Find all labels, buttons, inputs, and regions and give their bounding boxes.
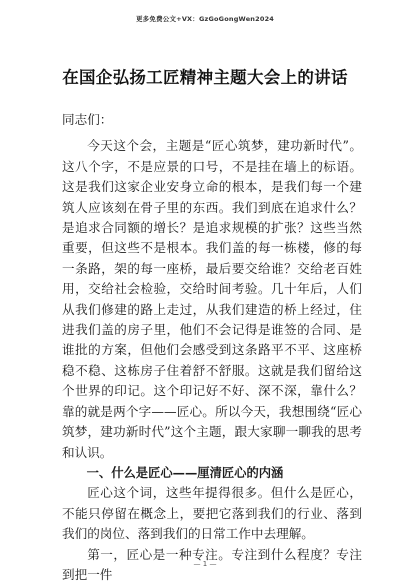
- document-title: 在国企弘扬工匠精神主题大会上的讲话: [62, 68, 348, 87]
- document-body: [62, 110, 362, 585]
- page-number: — 1 —: [193, 560, 217, 568]
- salutation: 同志们：: [62, 112, 113, 127]
- section-heading: 一、什么是匠心——厘清匠心的内涵: [86, 465, 284, 480]
- body-paragraph: 第一，匠心是一种专注。专注到什么程度？专注到把一件: [62, 546, 362, 582]
- body-paragraph: 匠心这个词，这些年提得很多。但什么是匠心，不能只停留在概念上，要把它落到我们的行业、落到我们的岗位、落到我们的日常工作中去理解。: [62, 485, 362, 542]
- top-banner: 更多免费公文+VX：GzGoGongWen2024: [135, 15, 275, 23]
- intro-paragraph: 今天这个会，主题是“匠心筑梦，建功新时代”。这八个字，不是应景的口号，不是挂在墙上的标语。这是我们这家企业安身立命的根本，是我们每一个建筑人应该刻在骨子里的东西。我们到底在追求什么？是追求合同额的增长？是追求规模的扩张？这些当然重要，但这些不是根本。我们盖的每一栋楼，修的每一条路，架的每一座桥，最后要交给谁？交给老百姓用，交给社会检验，交给时间考验。几十年后，人们从我们修建的路上走过，从我们建造的桥上经过，住进我们盖的房子里，他们不会记得是谁签的合同、是谁批的方案，但他们会感受到这条路平不平、这座桥稳不稳、这栋房子住着舒不舒服。这就是我们留给这个世界的印记。这个印记好不好、深不深，靠什么？靠的就是两个字——匠心。所以今天，我想围绕“匠心筑梦，建功新时代”这个主题，跟大家聊一聊我的思考和认识。: [62, 138, 362, 460]
